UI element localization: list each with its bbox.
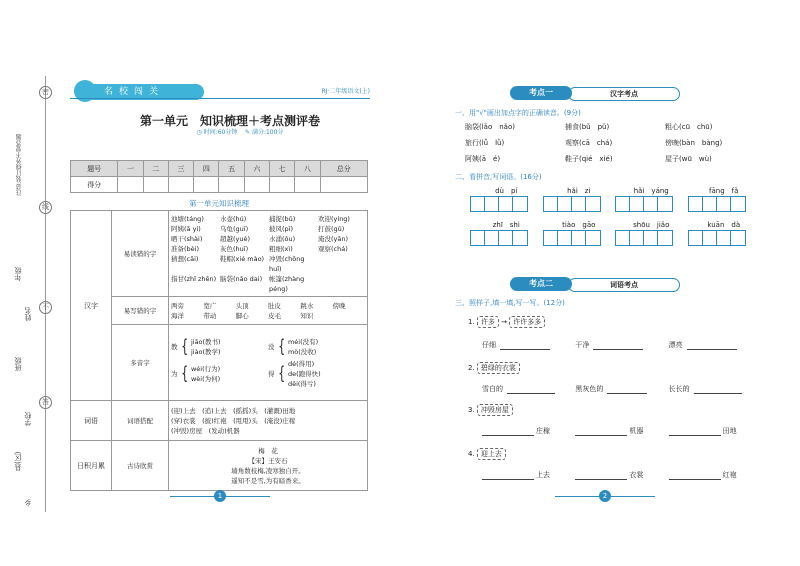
sub-easy-read: 易读错的字 xyxy=(112,211,169,297)
brace-icon: { xyxy=(180,362,188,384)
colloc-cell xyxy=(169,401,368,441)
polyphone-item xyxy=(171,359,268,389)
pinyin-label: hǎi zi xyxy=(567,187,591,195)
writing-cell[interactable] xyxy=(658,197,672,211)
page2-footer xyxy=(555,490,655,502)
poem-title: 梅 花 xyxy=(258,446,278,455)
easy-write-word: 皮毛 xyxy=(267,311,281,320)
q3-word: 仔细 xyxy=(482,341,496,349)
field-township[interactable]: 乡 xyxy=(24,499,32,506)
q1-item[interactable]: 阿姨(ā é) xyxy=(465,155,501,163)
writing-cell[interactable] xyxy=(717,231,731,245)
easy-write-word: 傍晚 xyxy=(332,301,346,310)
writing-grid[interactable] xyxy=(615,230,673,246)
easy-write-word: 跳水 xyxy=(300,301,314,310)
exam-time: 时间:60分钟 xyxy=(203,129,238,136)
easy-write-word: 知识 xyxy=(300,311,314,320)
colloc-line: (冲毁)房屋 (发动)机器 xyxy=(171,426,240,435)
easy-read-cell xyxy=(169,211,368,297)
q3-4-items xyxy=(482,470,762,480)
easy-write-word: 宽广 xyxy=(203,301,217,310)
writing-cell[interactable] xyxy=(689,197,703,211)
binding-strip xyxy=(14,76,48,512)
pinyin-label: dù pí xyxy=(495,187,518,195)
cat-accum: 日积月累 xyxy=(71,441,112,491)
writing-cell[interactable] xyxy=(544,231,558,245)
page1-footer xyxy=(170,490,270,502)
writing-cell[interactable] xyxy=(471,231,485,245)
q1-item[interactable]: 屋子(wū wù) xyxy=(665,155,712,163)
knowledge-table xyxy=(70,210,368,491)
writing-grid[interactable] xyxy=(688,196,746,212)
easy-read-word: 打鼓(gǔ) xyxy=(318,224,345,233)
easy-read-word: 欢迎(yíng) xyxy=(318,214,350,223)
writing-cell[interactable] xyxy=(717,197,731,211)
q3-word: 上去 xyxy=(536,471,550,479)
polyphone-char: 教 xyxy=(171,342,178,351)
poem-line: 遥知不是雪,为有暗香来。 xyxy=(231,476,305,485)
pencil-icon: ✎ xyxy=(245,129,251,136)
score-cell[interactable] xyxy=(219,177,244,193)
score-cell[interactable] xyxy=(244,177,269,193)
q3-1-example-a: 许多 xyxy=(477,316,499,328)
easy-read-word: 观察(chá) xyxy=(318,244,348,253)
poem-cell xyxy=(169,441,368,491)
q3-1-num: 1. xyxy=(468,318,475,326)
score-cell[interactable] xyxy=(143,177,168,193)
arrow-icon: → xyxy=(501,318,508,326)
clock-icon: ◷ xyxy=(196,129,202,136)
easy-write-word: 海洋 xyxy=(171,311,184,320)
score-cell[interactable] xyxy=(269,177,294,193)
seal-char: 不 xyxy=(39,301,52,314)
question-1: 一、用"√"画出加点字的正确读音。(9分) xyxy=(455,109,581,117)
writing-cell[interactable] xyxy=(616,231,630,245)
writing-cell[interactable] xyxy=(499,197,513,211)
polyphone-item xyxy=(171,337,268,357)
q1-item[interactable]: 傍晚(bàn bàng) xyxy=(665,139,723,147)
field-class[interactable]: 班级 xyxy=(14,357,22,371)
answer-blank[interactable] xyxy=(507,385,555,394)
sub-easy-write: 易写错的字 xyxy=(112,297,169,325)
poem-author: 【宋】王安石 xyxy=(248,456,288,465)
sub-poem: 古诗欣赏 xyxy=(112,441,169,491)
easy-read-word: 阿姨(ā yí) xyxy=(171,224,201,233)
seal-char: 密 xyxy=(39,86,52,99)
score-header: 八 xyxy=(295,161,320,177)
easy-read-word: 灰色(huī) xyxy=(220,244,249,253)
q3-2-num: 2. xyxy=(468,364,475,372)
q2-item xyxy=(688,220,761,246)
easy-read-word: 池塘(táng) xyxy=(171,214,204,223)
q3-4-num: 4. xyxy=(468,450,475,458)
q1-item[interactable]: 脑袋(lǎo nǎo) xyxy=(465,123,515,131)
easy-write-word: 脚心 xyxy=(235,311,249,320)
answer-blank[interactable] xyxy=(575,471,627,480)
q1-item[interactable]: 旅行(lǚ lǜ) xyxy=(465,139,505,147)
q2-items xyxy=(470,186,760,246)
easy-read-word: 乌龟(guī) xyxy=(220,224,249,233)
writing-cell[interactable] xyxy=(731,197,745,211)
writing-cell[interactable] xyxy=(572,231,586,245)
polyphone-reading: děi(得亏) xyxy=(287,379,316,388)
q3-1-items xyxy=(482,340,762,350)
score-header: 题号 xyxy=(71,161,118,177)
score-cell[interactable] xyxy=(118,177,143,193)
q2-item xyxy=(615,186,688,212)
q2-item xyxy=(615,220,688,246)
score-header: 三 xyxy=(168,161,193,177)
polyphone-reading: mò(没收) xyxy=(287,347,317,356)
easy-read-word: 粗细(xì) xyxy=(269,244,293,253)
q3-word: 田地 xyxy=(722,427,737,435)
writing-cell[interactable] xyxy=(485,231,499,245)
pinyin-label: tiào gāo xyxy=(562,221,596,229)
q1-item[interactable]: 粗心(cū chū) xyxy=(665,123,713,131)
writing-cell[interactable] xyxy=(499,231,513,245)
writing-cell[interactable] xyxy=(644,231,658,245)
polyphone-reading: de(跑得快) xyxy=(287,369,321,378)
q1-item[interactable]: 观察(cā chá) xyxy=(565,139,613,147)
score-cell[interactable] xyxy=(295,177,320,193)
question-2: 二、看拼音,写词语。(16分) xyxy=(455,173,542,181)
q3-3-example-a: 冲毁房屋 xyxy=(477,404,513,416)
page-title: 第一单元 知识梳理＋考点测评卷 xyxy=(139,114,320,128)
poem-line: 墙角数枝梅,凌寒独自开。 xyxy=(231,466,305,475)
easy-read-word: 晒干(shài) xyxy=(171,234,203,243)
binding-line xyxy=(45,76,46,512)
easy-write-word: 两旁 xyxy=(171,301,184,310)
q2-item xyxy=(470,186,543,212)
answer-blank[interactable] xyxy=(482,427,534,436)
easy-read-word: 指甘(zhǐ zhēn) xyxy=(171,274,217,283)
easy-read-word: 脑袋(nǎo dai) xyxy=(220,274,263,283)
score-header: 五 xyxy=(219,161,244,177)
colloc-line: (迎)上去 (追)上去 (摇摇)头 (灌溉)田地 xyxy=(171,406,296,415)
writing-cell[interactable] xyxy=(485,197,499,211)
q3-1-example-b: 许许多多 xyxy=(509,316,545,328)
q3-word: 长长的 xyxy=(668,385,690,393)
q3-word: 机器 xyxy=(629,427,644,435)
field-county[interactable]: 县(区) xyxy=(14,451,22,471)
answer-blank[interactable] xyxy=(687,341,737,350)
q3-2-items xyxy=(482,384,762,394)
answer-blank[interactable] xyxy=(669,471,721,480)
answer-blank[interactable] xyxy=(482,471,534,480)
q3-word: 衣裳 xyxy=(629,471,644,479)
header-rule xyxy=(70,98,370,99)
writing-cell[interactable] xyxy=(586,197,600,211)
writing-cell[interactable] xyxy=(586,231,600,245)
writing-cell[interactable] xyxy=(616,197,630,211)
q3-1-example xyxy=(468,316,545,328)
easy-read-word: 淹没(yān) xyxy=(318,234,349,243)
writing-cell[interactable] xyxy=(558,197,572,211)
seal-char: 线 xyxy=(39,201,52,214)
writing-cell[interactable] xyxy=(544,197,558,211)
easy-read-word: 披风(pī) xyxy=(269,224,294,233)
polyphone-readings xyxy=(288,337,318,357)
easy-read-word: 水涌(ǒu) xyxy=(269,234,296,243)
header-banner: 名校闯关 xyxy=(84,84,204,100)
q1-items xyxy=(465,122,765,164)
answer-blank[interactable] xyxy=(500,341,550,350)
sub-colloc: 词语搭配 xyxy=(112,401,169,441)
q3-word: 干净 xyxy=(575,341,590,349)
q2-item xyxy=(688,186,761,212)
easy-read-word xyxy=(318,274,365,294)
q3-word: 雪白的 xyxy=(482,385,503,393)
easy-read-word: 水壶(hú) xyxy=(220,214,247,223)
kaodian-2-pill: 考点二 xyxy=(510,277,572,291)
sub-polyphone: 多音字 xyxy=(112,325,169,401)
polyphone-reading: dé(得用) xyxy=(287,359,315,368)
brace-icon: { xyxy=(180,335,188,357)
writing-grid[interactable] xyxy=(543,230,601,246)
field-name[interactable]: 姓名 xyxy=(24,307,32,321)
answer-blank[interactable] xyxy=(575,427,627,436)
pinyin-label: zhī shi xyxy=(492,221,520,229)
score-cell[interactable] xyxy=(320,177,367,193)
q1-item[interactable]: 鞋子(qié xié) xyxy=(565,155,613,163)
q2-item xyxy=(543,186,616,212)
field-grade[interactable]: 年级 xyxy=(14,267,22,281)
question-3: 三、照样子,填一填,写一写。(12分) xyxy=(455,299,565,307)
writing-cell[interactable] xyxy=(689,231,703,245)
kaodian-1-pill: 考点一 xyxy=(510,86,572,100)
easy-read-grid xyxy=(171,214,365,294)
page1-header xyxy=(70,80,370,102)
seal-char: 答 xyxy=(39,396,52,409)
easy-read-word xyxy=(318,254,365,274)
polyphone-cell xyxy=(169,325,368,401)
easy-write-word: 肚皮 xyxy=(267,301,281,310)
q3-word: 红袍 xyxy=(722,471,737,479)
score-header: 四 xyxy=(194,161,219,177)
colloc-line: (穿)衣裳 (披)红袍 (甩甩)头 (淹没)庄稼 xyxy=(171,416,296,425)
answer-blank[interactable] xyxy=(607,385,647,394)
easy-read-word: 帐篷(zhàng péng) xyxy=(269,274,305,293)
easy-write-cell xyxy=(169,297,368,325)
q2-item xyxy=(470,220,543,246)
easy-read-word: 猜想(cāi) xyxy=(171,254,199,263)
polyphone-item xyxy=(268,337,365,357)
binding-notice: 注意:装订线外不要答题 xyxy=(16,133,23,196)
field-school[interactable]: 学校 xyxy=(24,412,32,426)
section-title: 第一单元知识梳理 xyxy=(189,199,249,208)
q3-word: 庄稼 xyxy=(536,427,550,435)
writing-cell[interactable] xyxy=(658,231,672,245)
q3-word: 漂亮 xyxy=(668,341,683,349)
polyphone-reading: jiāo(教书) xyxy=(190,337,221,346)
writing-cell[interactable] xyxy=(513,197,527,211)
polyphone-item xyxy=(268,359,365,389)
polyphone-char: 为 xyxy=(171,369,178,378)
writing-cell[interactable] xyxy=(731,231,745,245)
writing-cell[interactable] xyxy=(703,231,717,245)
polyphone-readings xyxy=(191,337,221,357)
kaodian-1-title: 汉字考点 xyxy=(568,87,680,101)
writing-cell[interactable] xyxy=(471,197,485,211)
brace-icon: { xyxy=(277,335,285,357)
easy-write-word: 带动 xyxy=(203,311,217,320)
pinyin-label: fāng fǎ xyxy=(709,187,739,195)
writing-grid[interactable] xyxy=(470,230,528,246)
writing-grid[interactable] xyxy=(470,196,528,212)
pinyin-label: hǎi yáng xyxy=(633,187,669,195)
polyphone-reading: wéi(行为) xyxy=(190,364,221,373)
answer-blank[interactable] xyxy=(593,341,643,350)
kaodian-2-title: 词语考点 xyxy=(568,278,680,292)
polyphone-reading: méi(没有) xyxy=(287,337,319,346)
kaodian-2-header xyxy=(510,275,680,293)
q3-2-example-a: 碧绿的衣裳 xyxy=(477,362,520,374)
pinyin-label: shōu jiǎo xyxy=(633,221,670,229)
q3-3-items xyxy=(482,426,762,436)
score-header: 二 xyxy=(143,161,168,177)
answer-blank[interactable] xyxy=(669,427,721,436)
score-header: 七 xyxy=(269,161,294,177)
exam-meta xyxy=(140,127,340,136)
pinyin-label: kuān dà xyxy=(707,221,741,229)
score-header: 总分 xyxy=(320,161,367,177)
writing-cell[interactable] xyxy=(630,197,644,211)
answer-blank[interactable] xyxy=(694,385,742,394)
polyphone-grid xyxy=(171,336,365,390)
writing-grid[interactable] xyxy=(688,230,746,246)
q2-item xyxy=(543,220,616,246)
edition-label: RJ·二年级语文(上) xyxy=(321,88,370,95)
polyphone-readings xyxy=(288,359,321,389)
polyphone-reading: wèi(为何) xyxy=(190,374,221,383)
writing-cell[interactable] xyxy=(513,231,527,245)
score-table xyxy=(70,160,368,193)
easy-write-grid xyxy=(171,301,365,321)
writing-cell[interactable] xyxy=(703,197,717,211)
q3-3-example xyxy=(468,404,513,416)
easy-read-word: 超越(yuè) xyxy=(220,234,251,243)
score-row-label: 得分 xyxy=(71,177,118,193)
exam-score: 满分:100分 xyxy=(251,129,284,136)
writing-cell[interactable] xyxy=(572,197,586,211)
easy-write-word xyxy=(333,311,365,321)
page-number: 2 xyxy=(599,490,611,502)
easy-write-word: 头顶 xyxy=(235,301,249,310)
q3-3-num: 3. xyxy=(468,406,475,414)
q3-2-example xyxy=(468,362,520,374)
kaodian-1-header xyxy=(510,84,680,102)
score-header: 六 xyxy=(244,161,269,177)
polyphone-char: 得 xyxy=(268,369,275,378)
easy-read-word: 鞋帽(xié mào) xyxy=(220,254,265,263)
score-cell[interactable] xyxy=(194,177,219,193)
q1-item[interactable]: 捕食(bǔ pǔ) xyxy=(565,123,610,131)
polyphone-readings xyxy=(191,364,220,384)
writing-grid[interactable] xyxy=(615,196,673,212)
writing-cell[interactable] xyxy=(558,231,572,245)
writing-cell[interactable] xyxy=(630,231,644,245)
page-number: 1 xyxy=(214,490,226,502)
writing-cell[interactable] xyxy=(644,197,658,211)
easy-read-word: 捕捉(bǔ) xyxy=(269,214,296,223)
easy-read-word: 准备(bèi) xyxy=(171,244,200,253)
polyphone-char: 没 xyxy=(268,342,275,351)
score-cell[interactable] xyxy=(168,177,193,193)
q3-word: 黑灰色的 xyxy=(575,385,604,393)
brace-icon: { xyxy=(277,362,285,384)
cat-vocab: 词语 xyxy=(71,401,112,441)
writing-grid[interactable] xyxy=(543,196,601,212)
q3-4-example-a: 迎上去 xyxy=(477,448,506,460)
easy-read-word: 冲毁(chōng huǐ) xyxy=(269,254,305,273)
polyphone-reading: jiào(教学) xyxy=(190,347,221,356)
cat-hanzi: 汉字 xyxy=(71,211,112,401)
score-header: 一 xyxy=(118,161,143,177)
q3-4-example xyxy=(468,448,506,460)
